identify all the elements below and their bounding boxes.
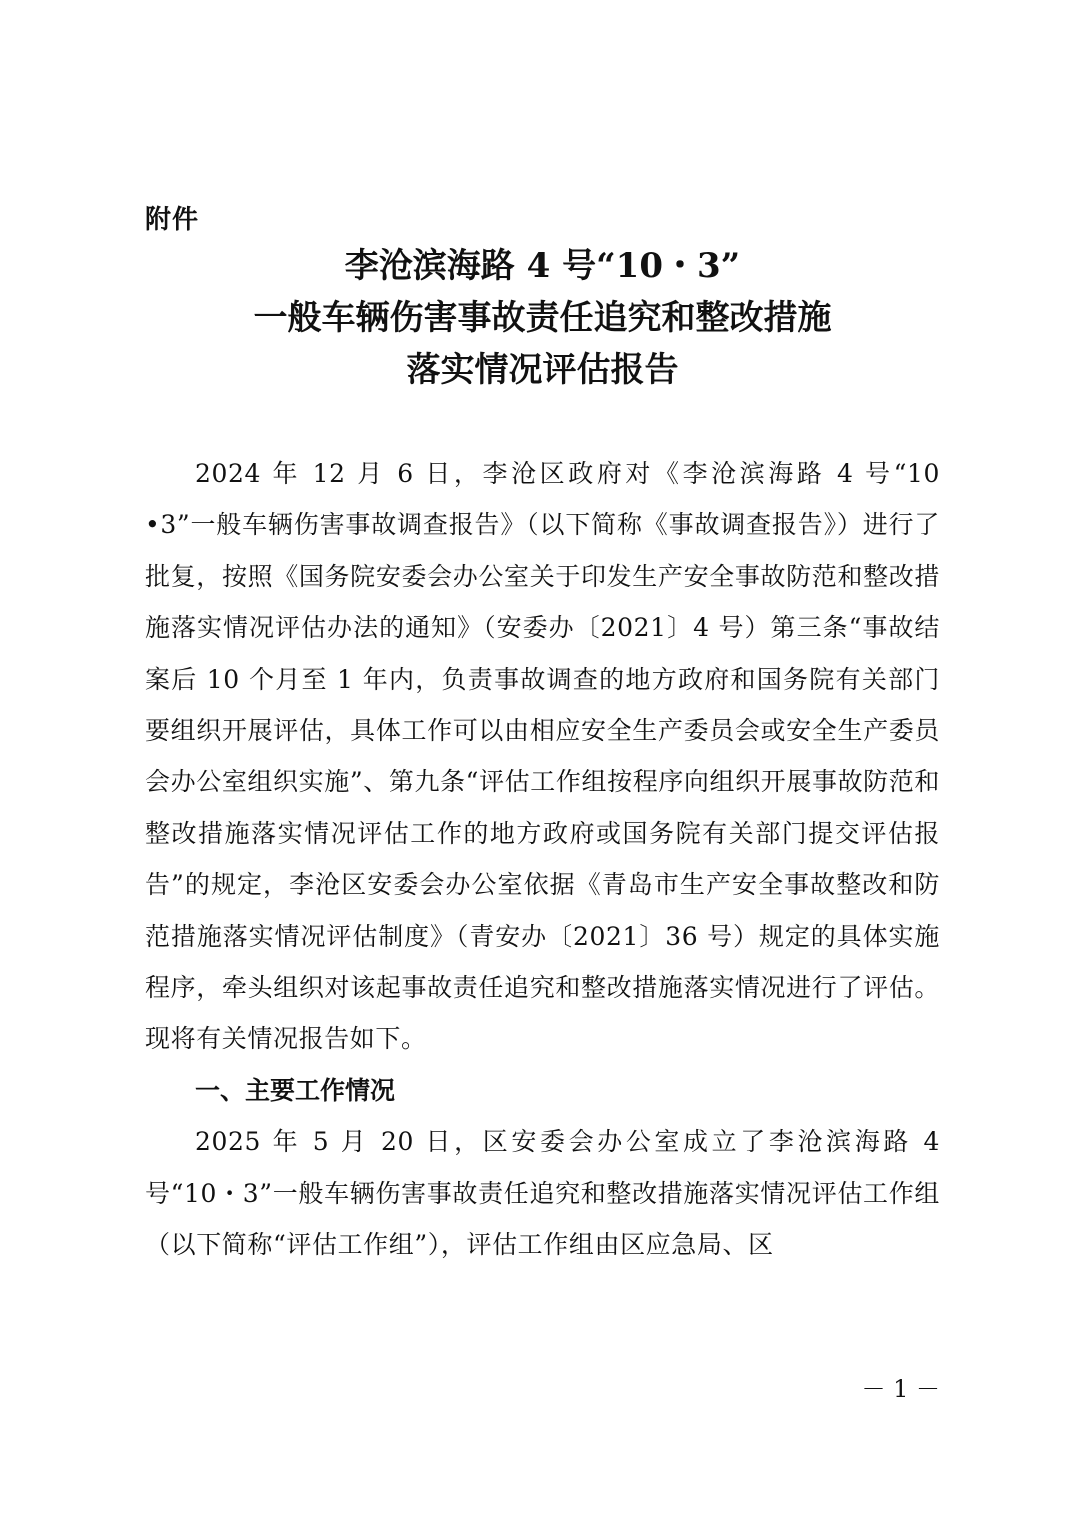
section-heading: 一、主要工作情况 (195, 1075, 396, 1105)
title-line-3: 落实情况评估报告 (406, 350, 679, 390)
page-number: － 1 － (861, 1375, 940, 1403)
attachment-label: 附件 (145, 205, 200, 235)
section-paragraph: 2025 年 5 月 20 日，区安委会办公室成立了李沧滨海路 4 号“10・3”一般车辆伤害事故责任追究和整改措施落实情况评估工作组（以下简称“评估工作组”），评估工作组由区应急局、区 (145, 1127, 940, 1260)
intro-paragraph: 2024 年 12 月 6 日，李沧区政府对《李沧滨海路 4 号“10 •3”一般车辆伤害事故调查报告》（以下简称《事故调查报告》）进行了批复，按照《国务院安委会办公室关于印发生产安全事故防范和整改措施落实情况评估办法的通知》（安委办〔2021〕4 号）第三条“事故结案后 10 个月至 1 年内，负责事故调查的地方政府和国务院有关部门要组织开展评估，具体工作可以由相应安全生产委员会或安全生产委员会办公室组织实施”、第九条“评估工作组按程序向组织开展事故防范和整改措施落实情况评估工作的地方政府或国务院有关部门提交评估报告”的规定，李沧区安委会办公室依据《青岛市生产安全事故整改和防范措施落实情况评估制度》（青安办〔2021〕36 号）规定的具体实施程序，牵头组织对该起事故责任追究和整改措施落实情况进行了评估。现将有关情况报告如下。 (145, 459, 940, 1054)
title-line-1: 李沧滨海路 4 号“10・3” (344, 246, 741, 286)
title-line-2: 一般车辆伤害事故责任追究和整改措施 (253, 298, 832, 338)
document-body (145, 448, 940, 1271)
document-title (145, 240, 940, 396)
